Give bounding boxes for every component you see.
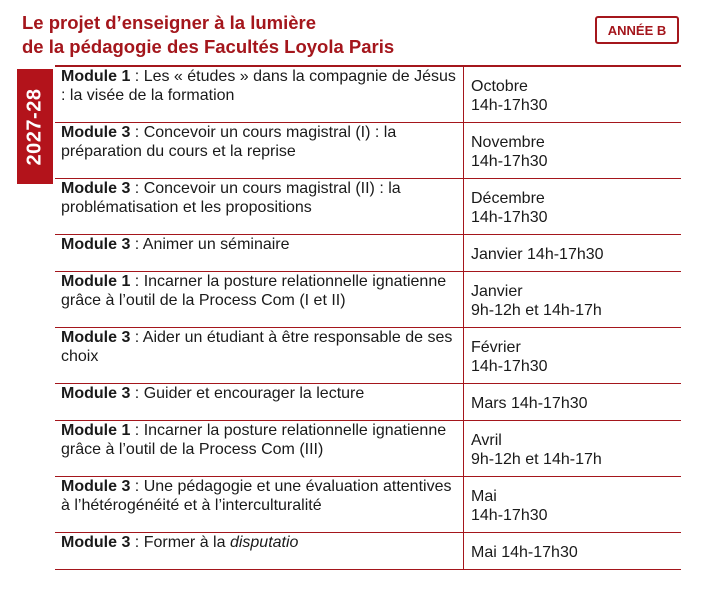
date-line-1: Janvier bbox=[471, 283, 523, 300]
module-separator: : bbox=[130, 68, 144, 85]
module-description: Les « études » dans la compagnie de Jésus : la visée de la formation bbox=[61, 68, 456, 104]
date-cell bbox=[464, 272, 682, 328]
date-cell bbox=[464, 421, 682, 477]
date-cell bbox=[464, 533, 682, 570]
module-separator: : bbox=[130, 236, 143, 253]
module-label: Module 1 bbox=[61, 422, 131, 439]
year-badge-label: ANNÉE B bbox=[607, 22, 667, 38]
module-separator: : bbox=[130, 478, 144, 495]
module-separator: : bbox=[130, 422, 144, 439]
date-line-1: Février bbox=[471, 339, 521, 356]
academic-year-tab bbox=[17, 69, 53, 184]
module-cell bbox=[55, 235, 464, 272]
module-description: Incarner la posture relationnelle ignatienne grâce à l’outil de la Process Com (I et II) bbox=[61, 273, 447, 309]
module-cell bbox=[55, 384, 464, 421]
date-line-2: 14h-17h30 bbox=[471, 209, 548, 226]
date-line-2: 9h-12h et 14h-17h bbox=[471, 451, 602, 468]
module-description: Animer un séminaire bbox=[142, 236, 290, 253]
module-cell bbox=[55, 66, 464, 123]
date-cell bbox=[464, 328, 682, 384]
module-label: Module 3 bbox=[61, 236, 131, 253]
date-line-2: 14h-17h30 bbox=[471, 153, 548, 170]
module-label: Module 3 bbox=[61, 478, 131, 495]
schedule-table bbox=[55, 65, 681, 570]
schedule-row bbox=[55, 421, 681, 477]
date-line-1: Janvier 14h-17h30 bbox=[471, 246, 604, 263]
module-description: Guider et encourager la lecture bbox=[143, 385, 365, 402]
module-description: Concevoir un cours magistral (II) : la problématisation et les propositions bbox=[61, 180, 401, 216]
module-separator: : bbox=[130, 273, 144, 290]
module-description: Aider un étudiant à être responsable de ses choix bbox=[61, 329, 453, 365]
date-cell bbox=[464, 477, 682, 533]
schedule-row bbox=[55, 533, 681, 570]
module-label: Module 1 bbox=[61, 273, 131, 290]
module-cell bbox=[55, 179, 464, 235]
schedule-row bbox=[55, 66, 681, 123]
schedule-row bbox=[55, 272, 681, 328]
module-separator: : bbox=[130, 534, 144, 551]
date-line-1: Décembre bbox=[471, 190, 545, 207]
date-line-2: 9h-12h et 14h-17h bbox=[471, 302, 602, 319]
module-label: Module 3 bbox=[61, 329, 131, 346]
date-line-1: Mars 14h-17h30 bbox=[471, 395, 588, 412]
module-cell bbox=[55, 421, 464, 477]
module-label: Module 3 bbox=[61, 534, 131, 551]
schedule-row bbox=[55, 384, 681, 421]
date-line-1: Octobre bbox=[471, 78, 528, 95]
schedule-row bbox=[55, 328, 681, 384]
module-description: Une pédagogie et une évaluation attentives à l’hétérogénéité et à l’interculturalité bbox=[61, 478, 452, 514]
date-line-2: 14h-17h30 bbox=[471, 507, 548, 524]
module-label: Module 3 bbox=[61, 124, 131, 141]
module-description: Former à la bbox=[143, 534, 230, 551]
module-separator: : bbox=[130, 180, 144, 197]
page-title bbox=[22, 11, 394, 59]
academic-year-label: 2027-28 bbox=[23, 88, 46, 165]
module-description: Concevoir un cours magistral (I) : la préparation du cours et la reprise bbox=[61, 124, 397, 160]
module-cell bbox=[55, 272, 464, 328]
schedule-row bbox=[55, 179, 681, 235]
module-cell bbox=[55, 533, 464, 570]
date-line-1: Mai bbox=[471, 488, 497, 505]
module-cell bbox=[55, 477, 464, 533]
schedule-row bbox=[55, 235, 681, 272]
year-badge bbox=[595, 16, 679, 44]
module-label: Module 3 bbox=[61, 385, 131, 402]
module-description: Incarner la posture relationnelle ignatienne grâce à l’outil de la Process Com (III) bbox=[61, 422, 447, 458]
date-line-2: 14h-17h30 bbox=[471, 358, 548, 375]
schedule-row bbox=[55, 123, 681, 179]
date-cell bbox=[464, 235, 682, 272]
date-cell bbox=[464, 179, 682, 235]
date-line-1: Avril bbox=[471, 432, 502, 449]
module-cell bbox=[55, 123, 464, 179]
module-description-emphasis: disputatio bbox=[229, 534, 299, 551]
title-line-1: Le projet d’enseigner à la lumière bbox=[22, 12, 317, 33]
module-separator: : bbox=[130, 385, 144, 402]
date-cell bbox=[464, 384, 682, 421]
date-line-2: 14h-17h30 bbox=[471, 97, 548, 114]
title-line-2: de la pédagogie des Facultés Loyola Paris bbox=[22, 36, 395, 57]
date-line-1: Novembre bbox=[471, 134, 545, 151]
date-line-1: Mai 14h-17h30 bbox=[471, 544, 578, 561]
module-cell bbox=[55, 328, 464, 384]
module-label: Module 1 bbox=[61, 68, 131, 85]
date-cell bbox=[464, 66, 682, 123]
module-separator: : bbox=[130, 124, 144, 141]
module-separator: : bbox=[130, 329, 143, 346]
schedule-row bbox=[55, 477, 681, 533]
module-label: Module 3 bbox=[61, 180, 131, 197]
date-cell bbox=[464, 123, 682, 179]
